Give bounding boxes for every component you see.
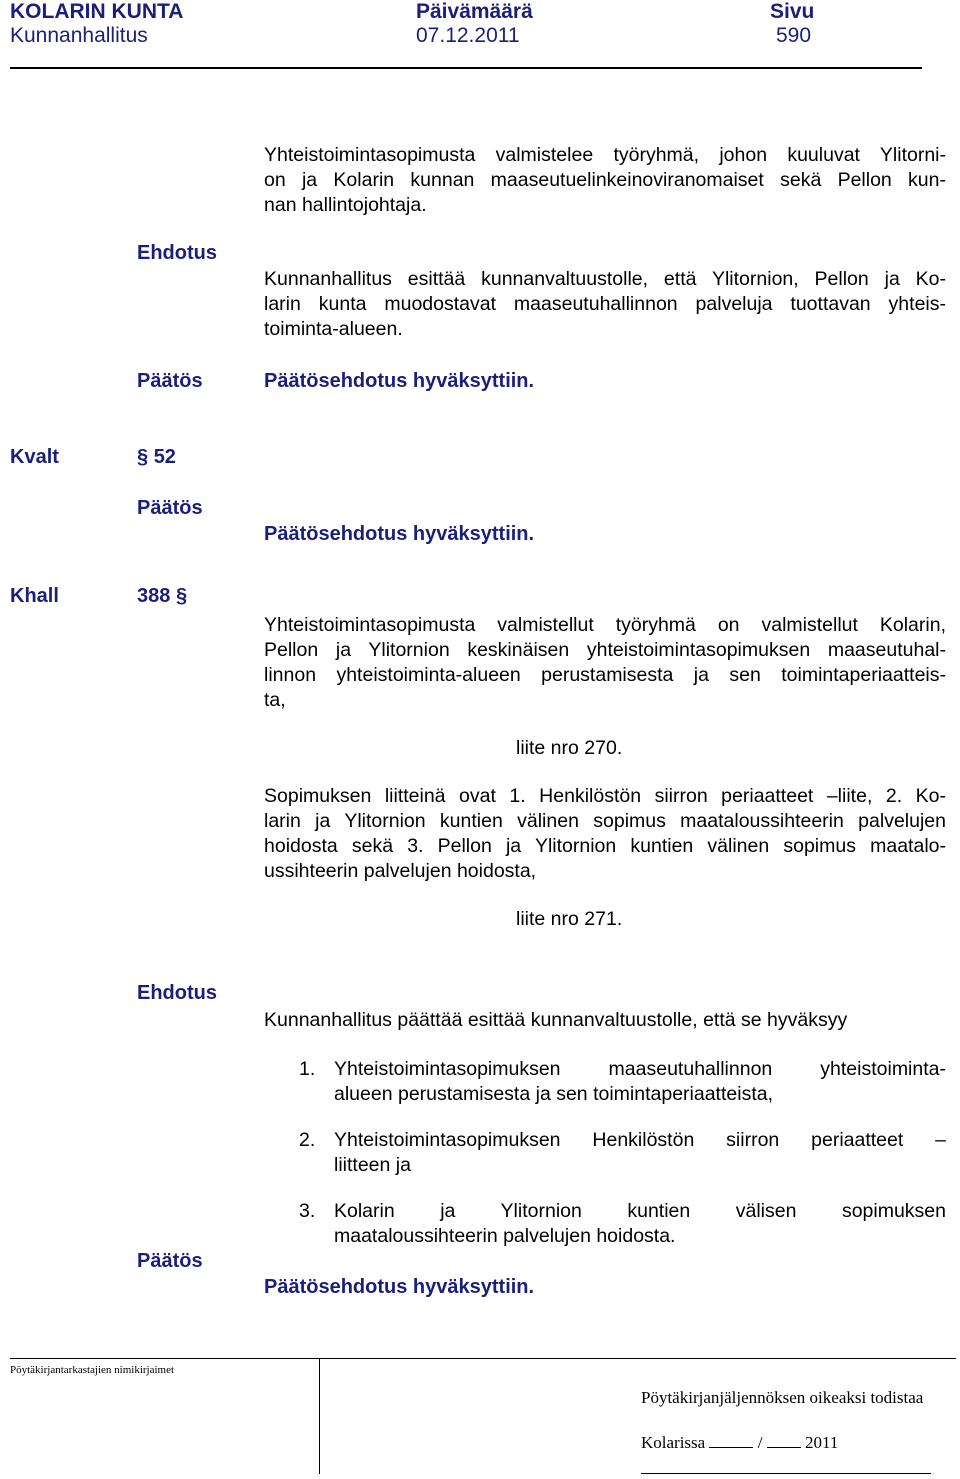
year-text: 2011 (804, 1433, 839, 1452)
text-line: Yhteistoimintasopimusta valmistellut työryhmä on valmistellut Kolarin, (264, 614, 946, 636)
decision-label: Päätös (137, 497, 203, 519)
attachment-ref: liite nro 270. (516, 737, 623, 759)
text-line: Yhteistoimintasopimuksen maaseutuhallinnon yhteistoiminta- (334, 1058, 946, 1080)
text-line: hoidosta sekä 3. Pellon ja Ylitornion kuntien välinen sopimus maatalo- (264, 835, 946, 857)
proposal-label: Ehdotus (137, 242, 217, 264)
page-label: Sivu (770, 0, 815, 23)
text-line: linnon yhteistoiminta-alueen perustamisesta ja sen toimintaperiaatteis- (264, 664, 946, 686)
month-blank (767, 1433, 801, 1448)
text-line: Pellon ja Ylitornion keskinäisen yhteistoimintasopimuksen maaseutuhal- (264, 639, 946, 661)
proposal-intro: Kunnanhallitus päättää esittää kunnanvaltuustolle, että se hyväksyy (264, 1009, 848, 1031)
page-number: 590 (776, 24, 812, 47)
khall-text (264, 613, 946, 713)
text-line: alueen perustamisesta ja sen toimintaperiaatteista, (334, 1083, 773, 1105)
section-number: 388 (137, 585, 171, 607)
text-line: larin ja Ylitornion kuntien välinen sopimus maataloussihteerin palvelujen (264, 810, 946, 832)
meeting-date: 07.12.2011 (416, 24, 520, 47)
place-text: Kolarissa (641, 1433, 706, 1452)
signature-place-date (641, 1433, 838, 1453)
list-item (334, 1057, 946, 1107)
decision-label: Päätös (137, 370, 203, 392)
text-line: nan hallintojohtaja. (264, 194, 427, 216)
section-sign: § (175, 585, 188, 607)
attachment-ref: liite nro 271. (516, 908, 623, 930)
decision-text: Päätösehdotus hyväksyttiin. (264, 370, 535, 392)
text-line: ta, (264, 689, 286, 711)
text-line: on ja Kolarin kunnan maaseutuelinkeinoviranomaiset sekä Pellon kun- (264, 169, 946, 191)
list-item (334, 1128, 946, 1178)
khall-label: Khall (10, 585, 59, 607)
footer-rule (10, 1358, 956, 1359)
day-blank (709, 1433, 753, 1448)
list-number: 1. (299, 1058, 316, 1080)
certification-label: Pöytäkirjanjäljennöksen oikeaksi todistaa (641, 1388, 924, 1407)
signature-line (641, 1473, 931, 1474)
footer-divider (319, 1358, 320, 1474)
list-number: 2. (299, 1129, 316, 1151)
proposal-label: Ehdotus (137, 982, 217, 1004)
proposal-text (264, 267, 946, 342)
text-line: toiminta-alueen. (264, 318, 403, 340)
appendix-text (264, 784, 946, 884)
list-item (334, 1199, 946, 1249)
committee-name: Kunnanhallitus (10, 24, 148, 47)
intro-paragraph (264, 143, 946, 218)
text-line: larin kunta muodostavat maaseutuhallinnon palveluja tuottavan yhteis- (264, 293, 946, 315)
text-line: Yhteistoimintasopimuksen Henkilöstön siirron periaatteet – (334, 1129, 946, 1151)
khall-section (137, 585, 187, 608)
date-slash: / (757, 1433, 763, 1452)
text-line: Yhteistoimintasopimusta valmistelee työryhmä, johon kuuluvat Ylitorni- (264, 144, 946, 166)
kvalt-section (137, 446, 176, 469)
header-rule (10, 67, 922, 69)
text-line: liitteen ja (334, 1154, 411, 1176)
text-line: Kunnanhallitus esittää kunnanvaltuustolle, että Ylitornion, Pellon ja Ko- (264, 268, 946, 290)
section-number: 52 (153, 446, 176, 468)
text-line: ussihteerin palvelujen hoidosta, (264, 860, 537, 882)
inspectors-initials-label: Pöytäkirjantarkastajien nimikirjaimet (10, 1364, 175, 1376)
municipality-name: KOLARIN KUNTA (10, 0, 184, 23)
text-line: Sopimuksen liitteinä ovat 1. Henkilöstön siirron periaatteet –liite, 2. Ko- (264, 785, 946, 807)
section-sign: § (137, 446, 149, 468)
decision-text: Päätösehdotus hyväksyttiin. (264, 523, 535, 545)
kvalt-label: Kvalt (10, 446, 59, 468)
list-number: 3. (299, 1200, 316, 1222)
text-line: maataloussihteerin palvelujen hoidosta. (334, 1225, 676, 1247)
decision-label: Päätös (137, 1250, 203, 1272)
text-line: Kolarin ja Ylitornion kuntien välisen sopimuksen (334, 1200, 946, 1222)
decision-text: Päätösehdotus hyväksyttiin. (264, 1276, 535, 1298)
date-label: Päivämäärä (416, 0, 533, 23)
